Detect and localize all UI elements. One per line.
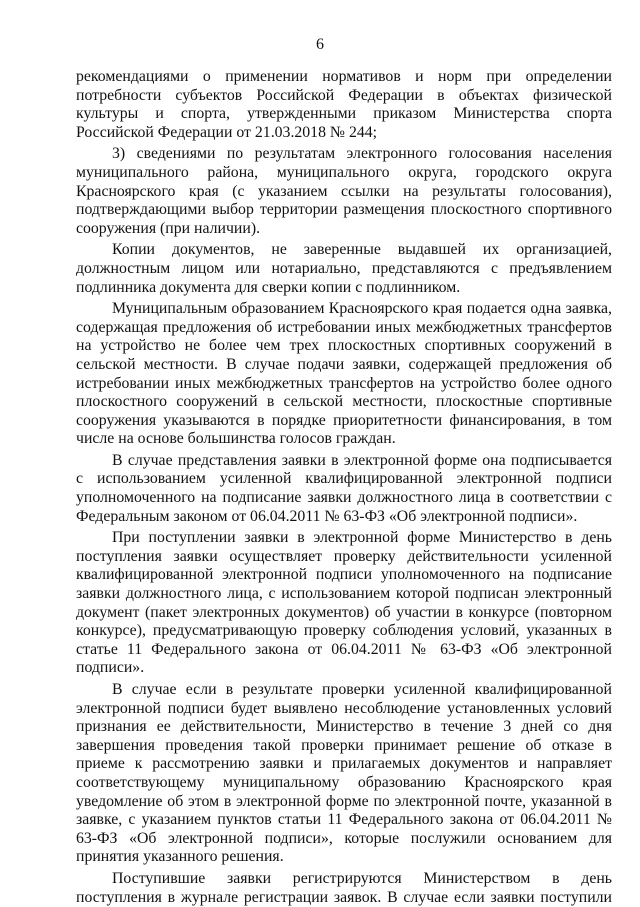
paragraph-voting-results: 3) сведениями по результатам электронного голосования населения муниципального района, муниципального округа, городского округа Красноярского края (с указанием ссылки на результаты голосования), подтверждающими выбор территории размещения плоскостного спортивного сооружения (при наличии). <box>76 145 612 237</box>
paragraph-signature-verification: При поступлении заявки в электронной форме Министерство в день поступления заявки осуществляет проверку действительности усиленной квалифицированной электронной подписи уполномоченного на подписание заявки должностного лица, с использованием которой подписан электронный документ (пакет электронных документов) об участии в конкурсе (повторном конкурсе), предусматривающую проверку соблюдения условий, указанных в статье 11 Федерального закона от 06.04.2011 № 63-ФЗ «Об электронной подписи». <box>76 529 612 677</box>
paragraph-norms-continuation: рекомендациями о применении нормативов и норм при определении потребности субъектов Российской Федерации в объектах физической культуры и спорта, утвержденными приказом Министерства спорта Российской Федерации от 21.03.2018 № 244; <box>76 68 612 141</box>
paragraph-verification-failure: В случае если в результате проверки усиленной квалифицированной электронной подписи будет выявлено несоблюдение установленных условий признания ее действительности, Министерство в течение 3 дней со дня завершения проведения такой проверки принимает решение об отказе в приеме к рассмотрению заявки и прилагаемых документов и направляет соответствующему муниципальному образованию Красноярского края уведомление об этом в электронной форме по электронной почте, указанной в заявке, с указанием пунктов статьи 11 Федерального закона от 06.04.2011 № 63-ФЗ «Об электронной подписи», которые послужили основанием для принятия указанного решения. <box>76 681 612 866</box>
page-number: 6 <box>316 36 324 53</box>
paragraph-document-copies: Копии документов, не заверенные выдавшей их организацией, должностным лицом или нотариально, представляются с предъявлением подлинника документа для сверки копии с подлинником. <box>76 241 612 296</box>
paragraph-registration: Поступившие заявки регистрируются Министерством в день поступления в журнале регистрации заявок. В случае если заявки поступили <box>76 869 612 906</box>
paragraph-single-application: Муниципальным образованием Красноярского края подается одна заявка, содержащая предложения об истребовании иных межбюджетных трансфертов на устройство не более чем трех плоскостных спортивных сооружений в сельской местности. В случае подачи заявки, содержащей предложения об истребовании иных межбюджетных трансфертов на устройство более одного плоскостного сооружений в сельской местности, плоскостные спортивные сооружения указываются в порядке приоритетности финансирования, в том числе на основе большинства голосов граждан. <box>76 300 612 448</box>
document-body <box>76 68 612 907</box>
paragraph-electronic-signature: В случае представления заявки в электронной форме она подписывается с использованием усиленной квалифицированной электронной подписи уполномоченного на подписание заявки должностного лица в соответствии с Федеральным законом от 06.04.2011 № 63-ФЗ «Об электронной подписи». <box>76 451 612 525</box>
